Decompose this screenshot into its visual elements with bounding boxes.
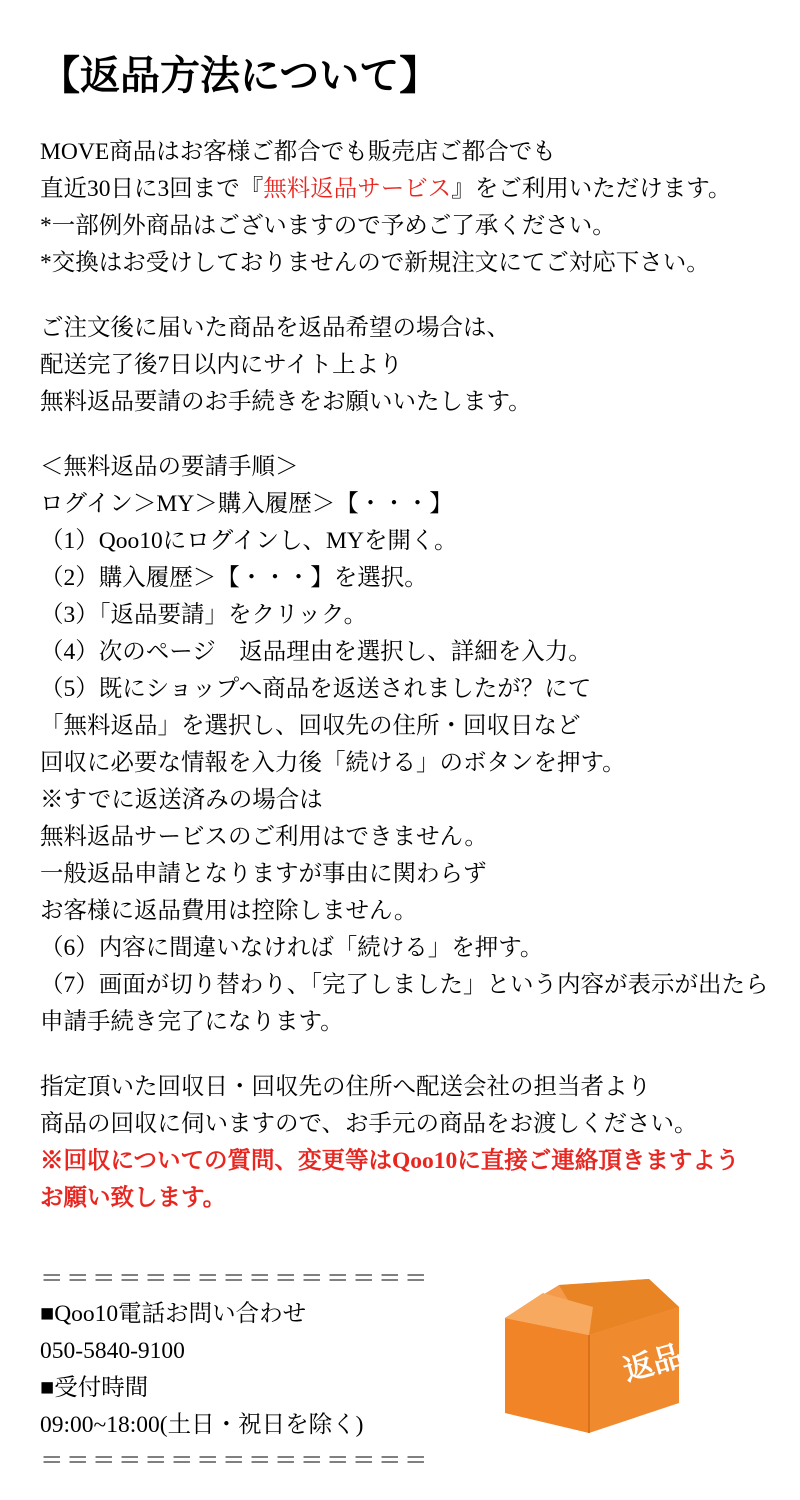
procedure-heading: ＜無料返品の要請手順＞: [40, 454, 299, 480]
contact-hours-heading: ■受付時間: [40, 1375, 149, 1401]
contact-phone-heading: ■Qoo10電話お問い合わせ: [40, 1301, 307, 1327]
procedure-step-5-cont-2: 回収に必要な情報を入力後「続ける」のボタンを押す。: [40, 750, 626, 776]
return-box-label: 返品: [619, 1339, 682, 1388]
procedure-note-2: 無料返品サービスのご利用はできません。: [40, 824, 488, 850]
intro-line-2-before: 直近30日に3回まで『: [40, 176, 264, 202]
pickup-block: [40, 1069, 764, 1217]
request-note-line-1: ご注文後に届いた商品を返品希望の場合は、: [40, 315, 510, 341]
procedure-step-1: （1）Qoo10にログインし、MYを開く。: [40, 528, 458, 554]
separator-top: ＝＝＝＝＝＝＝＝＝＝＝＝＝＝＝: [40, 1266, 430, 1292]
intro-line-3: *一部例外商品はございますので予めご了承ください。: [40, 213, 616, 239]
pickup-warning-line-2: お願い致します。: [40, 1185, 227, 1211]
return-box-illustration: [497, 1263, 682, 1438]
request-note-line-2: 配送完了後7日以内にサイト上より: [40, 352, 403, 378]
procedure-block: [40, 449, 769, 1041]
procedure-step-7: （7）画面が切り替わり、「完了しました」という内容が表示が出たら: [40, 972, 769, 998]
page-title: 【返品方法について】: [40, 53, 440, 98]
free-return-service-highlight: 無料返品サービス: [263, 176, 452, 202]
procedure-step-5-cont-1: 「無料返品」を選択し、回収先の住所・回収日など: [40, 713, 581, 739]
procedure-step-4: （4）次のページ 返品理由を選択し、詳細を入力。: [40, 639, 592, 665]
procedure-step-6: （6）内容に間違いなければ「続ける」を押す。: [40, 935, 544, 961]
pickup-warning-line-1: ※回収についての質問、変更等はQoo10に直接ご連絡頂きますよう: [40, 1148, 740, 1174]
intro-line-2-after: 』をご利用いただけます。: [451, 176, 732, 202]
intro-line-1: MOVE商品はお客様ご都合でも販売店ご都合でも: [40, 139, 556, 165]
intro-line-2: [40, 171, 764, 208]
request-note-line-3: 無料返品要請のお手続きをお願いいたします。: [40, 389, 532, 415]
procedure-step-3: （3）「返品要請」をクリック。: [40, 602, 368, 628]
pickup-note-line-1: 指定頂いた回収日・回収先の住所へ配送会社の担当者より: [40, 1074, 651, 1100]
separator-bottom: ＝＝＝＝＝＝＝＝＝＝＝＝＝＝＝: [40, 1448, 430, 1474]
procedure-note-3: 一般返品申請となりますが事由に関わらず: [40, 861, 487, 887]
contact-hours-value: 09:00~18:00(土日・祝日を除く): [40, 1412, 364, 1438]
contact-phone-number[interactable]: 050-5840-9100: [40, 1338, 185, 1364]
procedure-step-7-cont: 申請手続き完了になります。: [40, 1009, 344, 1035]
intro-line-4: *交換はお受けしておりませんので新規注文にてご対応下さい。: [40, 250, 710, 276]
procedure-note-1: ※すでに返送済みの場合は: [40, 787, 323, 813]
intro-block: [40, 134, 764, 282]
pickup-note-line-2: 商品の回収に伺いますので、お手元の商品をお渡しください。: [40, 1111, 698, 1137]
request-note-block: [40, 310, 764, 421]
procedure-note-4: お客様に返品費用は控除しません。: [40, 898, 418, 924]
procedure-step-5: （5）既にショップへ商品を返送されましたが？にて: [40, 676, 592, 702]
procedure-step-2: （2）購入履歴＞【・・・】を選択。: [40, 565, 428, 591]
procedure-path: ログイン＞MY＞購入履歴＞【・・・】: [40, 491, 453, 517]
